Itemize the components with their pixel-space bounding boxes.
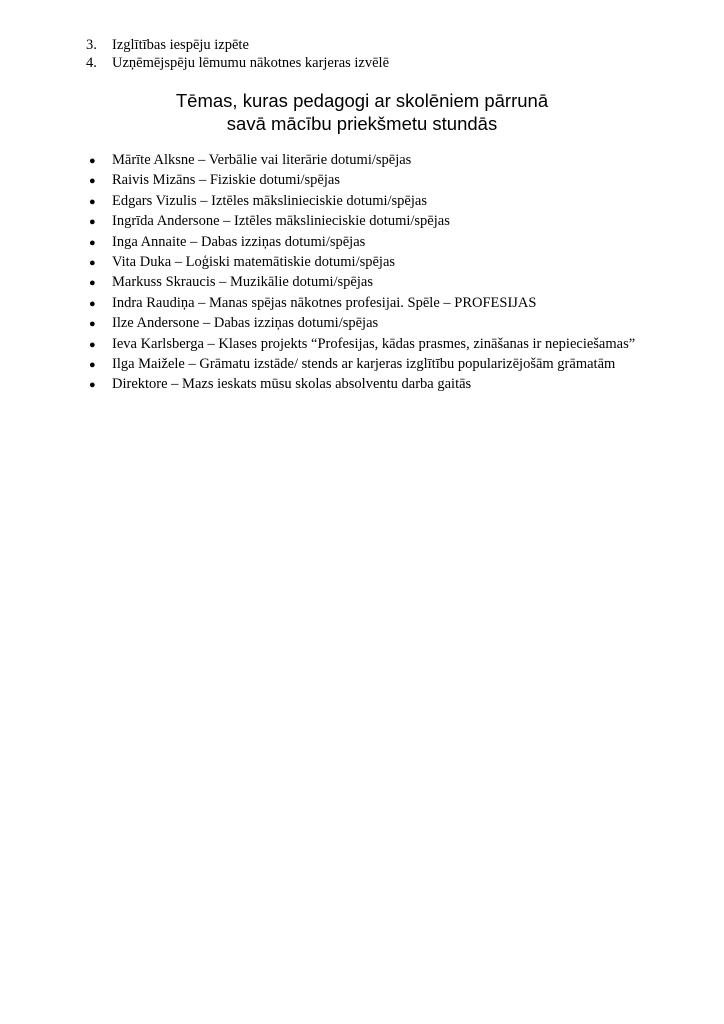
list-item (86, 36, 389, 54)
list-item-text: Direktore – Mazs ieskats mūsu skolas absolventu darba gaitās (112, 376, 472, 393)
list-item (86, 335, 635, 355)
bullet-icon: ● (89, 379, 96, 392)
heading-line-1: Tēmas, kuras pedagogi ar skolēniem pārrunā (175, 90, 549, 111)
bullet-icon: ● (89, 175, 96, 188)
bullet-icon: ● (89, 359, 96, 372)
heading-line-2: savā mācību priekšmetu stundās (226, 113, 498, 134)
bullet-icon: ● (89, 257, 96, 270)
list-item (86, 151, 635, 171)
list-item-text: Raivis Mizāns – Fiziskie dotumi/spējas (112, 172, 340, 189)
list-number: 4. (86, 55, 97, 71)
list-item (86, 171, 635, 191)
list-item (86, 375, 635, 395)
list-item (86, 253, 635, 273)
list-item-text: Ieva Karlsberga – Klases projekts “Profesijas, kādas prasmes, zināšanas ir nepieciešamas” (112, 335, 636, 352)
list-item (86, 273, 635, 293)
list-item-text: Ilze Andersone – Dabas izziņas dotumi/spējas (112, 315, 379, 332)
section-heading (0, 89, 724, 135)
list-item-text: Izglītības iespēju izpēte (112, 37, 249, 53)
bullet-icon: ● (89, 216, 96, 229)
bullet-icon: ● (89, 297, 96, 310)
list-item (86, 294, 635, 314)
bullet-icon: ● (89, 155, 96, 167)
bullet-icon: ● (89, 318, 96, 331)
list-item (86, 192, 635, 212)
list-item-text: Ilga Maižele – Grāmatu izstāde/ stends ar karjeras izglītību popularizējošām grāmatām (112, 356, 616, 373)
list-item-text: Inga Annaite – Dabas izziņas dotumi/spējas (112, 233, 366, 250)
list-item-text: Vita Duka – Loģiski matemātiskie dotumi/spējas (112, 254, 396, 271)
topics-list (86, 151, 635, 396)
list-item-text: Indra Raudiņa – Manas spējas nākotnes profesijai. Spēle – PROFESIJAS (112, 294, 537, 311)
list-item (86, 233, 635, 253)
list-item-text: Markuss Skraucis – Muzikālie dotumi/spējas (112, 274, 373, 291)
list-item-text: Uzņēmējspēju lēmumu nākotnes karjeras izvēlē (112, 55, 390, 71)
bullet-icon: ● (89, 277, 96, 290)
list-item (86, 54, 389, 72)
list-item-text: Mārīte Alksne – Verbālie vai literārie dotumi/spējas (112, 152, 412, 168)
list-item-text: Ingrīda Andersone – Iztēles mākslinieciskie dotumi/spējas (112, 213, 450, 230)
list-item (86, 314, 635, 334)
bullet-icon: ● (89, 338, 96, 351)
bullet-icon: ● (89, 236, 96, 249)
list-number: 3. (86, 37, 97, 53)
list-item-text: Edgars Vizulis – Iztēles mākslinieciskie dotumi/spējas (112, 192, 427, 209)
list-item (86, 355, 635, 375)
bullet-icon: ● (89, 195, 96, 208)
list-item (86, 212, 635, 232)
numbered-list (86, 36, 389, 72)
